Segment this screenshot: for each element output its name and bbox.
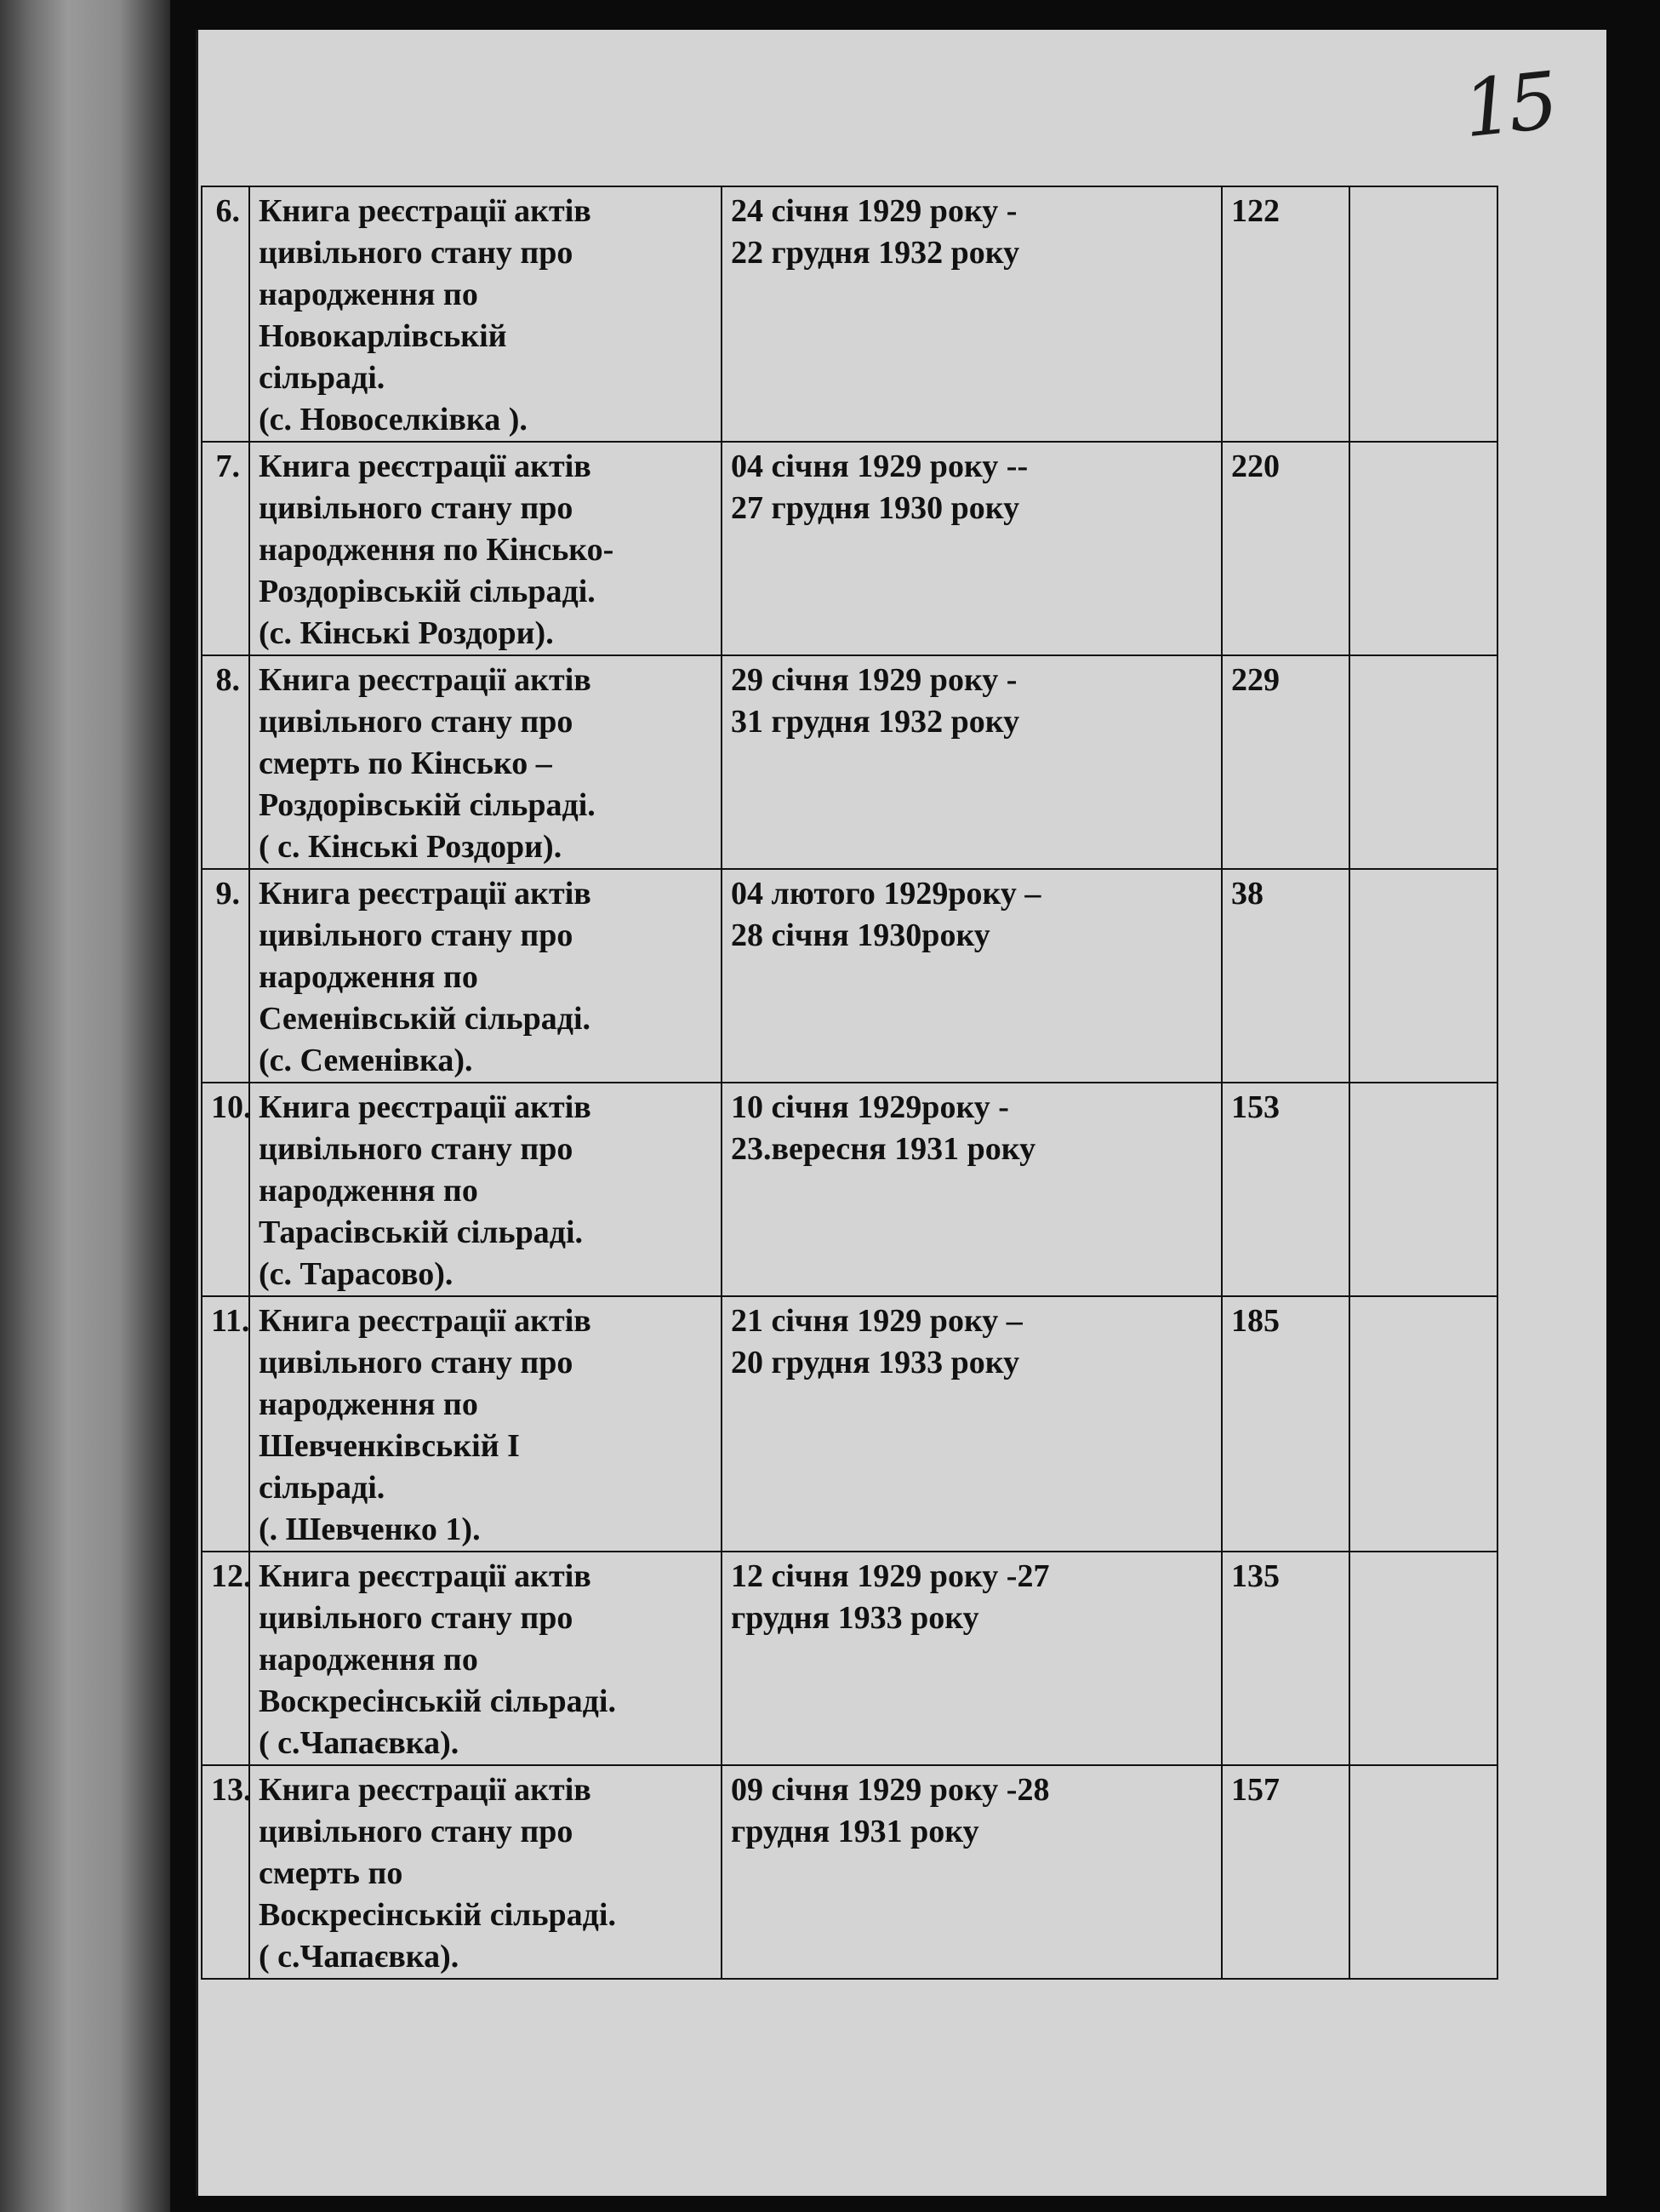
record-title-line: смерть по <box>259 1855 403 1891</box>
sheet-count: 135 <box>1222 1552 1349 1765</box>
record-title-cell <box>249 1083 722 1296</box>
record-title-line: цивільного стану про <box>259 1345 573 1380</box>
notes-cell <box>1349 1296 1497 1552</box>
table-row <box>202 869 1497 1083</box>
row-number: 10. <box>202 1083 249 1296</box>
record-title-line: народження по <box>259 1173 478 1209</box>
record-title-cell <box>249 442 722 655</box>
date-range-line: грудня 1931 року <box>731 1814 979 1849</box>
handwritten-page-number: 15 <box>1458 54 1558 156</box>
record-title-line: Роздорівській сільраді. <box>259 574 596 609</box>
date-range-cell <box>722 1765 1222 1979</box>
record-title-line: Шевченківській I <box>259 1428 520 1464</box>
record-title-line: (с. Новоселківка ). <box>259 402 528 437</box>
record-title-line: ( с. Кінські Роздори). <box>259 829 562 865</box>
record-title-cell <box>249 869 722 1083</box>
date-range-cell <box>722 655 1222 869</box>
register-rows <box>202 186 1497 1979</box>
table-row <box>202 1296 1497 1552</box>
record-title-line: Семенівській сільраді. <box>259 1001 591 1037</box>
table-row <box>202 1552 1497 1765</box>
record-title-line: Книга реєстрації актів <box>259 193 591 229</box>
date-range-line: 31 грудня 1932 року <box>731 704 1020 740</box>
date-range-line: 22 грудня 1932 року <box>731 235 1020 271</box>
date-range-cell <box>722 1296 1222 1552</box>
record-title-line: народження по <box>259 1642 478 1678</box>
date-range-cell <box>722 1083 1222 1296</box>
record-title-line: смерть по Кінсько – <box>259 746 552 781</box>
notes-cell <box>1349 1552 1497 1765</box>
date-range-line: 09 січня 1929 року -28 <box>731 1772 1050 1808</box>
date-range-line: 23.вересня 1931 року <box>731 1131 1036 1167</box>
record-title-line: цивільного стану про <box>259 235 573 271</box>
sheet-count: 122 <box>1222 186 1349 442</box>
record-title-line: народження по <box>259 1386 478 1422</box>
sheet-count: 229 <box>1222 655 1349 869</box>
sheet-count: 220 <box>1222 442 1349 655</box>
record-title-line: Новокарлівській <box>259 318 507 354</box>
record-title-line: (с. Тарасово). <box>259 1256 454 1292</box>
record-title-line: цивільного стану про <box>259 704 573 740</box>
row-number: 6. <box>202 186 249 442</box>
record-title-cell <box>249 1296 722 1552</box>
record-title-line: Воскресінській сільраді. <box>259 1897 616 1933</box>
date-range-line: грудня 1933 року <box>731 1600 979 1636</box>
notes-cell <box>1349 186 1497 442</box>
date-range-line: 29 січня 1929 року - <box>731 662 1018 698</box>
row-number: 11. <box>202 1296 249 1552</box>
table-row <box>202 1083 1497 1296</box>
record-title-line: (с. Кінські Роздори). <box>259 615 554 651</box>
row-number: 12. <box>202 1552 249 1765</box>
record-title-cell <box>249 1552 722 1765</box>
record-title-line: сільраді. <box>259 360 385 396</box>
date-range-cell <box>722 442 1222 655</box>
row-number: 7. <box>202 442 249 655</box>
record-title-line: народження по Кінсько- <box>259 532 614 568</box>
date-range-cell <box>722 869 1222 1083</box>
record-title-line: сільраді. <box>259 1470 385 1506</box>
record-title-line: ( с.Чапаєвка). <box>259 1939 459 1975</box>
record-title-line: народження по <box>259 277 478 312</box>
date-range-line: 21 січня 1929 року – <box>731 1303 1023 1339</box>
record-title-line: народження по <box>259 959 478 995</box>
date-range-line: 04 січня 1929 року -- <box>731 449 1029 484</box>
table-row <box>202 1765 1497 1979</box>
sheet-count: 153 <box>1222 1083 1349 1296</box>
row-number: 8. <box>202 655 249 869</box>
date-range-line: 12 січня 1929 року -27 <box>731 1558 1050 1594</box>
sheet-count: 185 <box>1222 1296 1349 1552</box>
record-title-line: Книга реєстрації актів <box>259 876 591 912</box>
record-title-line: Книга реєстрації актів <box>259 1089 591 1125</box>
row-number: 9. <box>202 869 249 1083</box>
date-range-line: 04 лютого 1929року – <box>731 876 1041 912</box>
notes-cell <box>1349 869 1497 1083</box>
table-row <box>202 655 1497 869</box>
record-title-line: Книга реєстрації актів <box>259 1303 591 1339</box>
date-range-cell <box>722 186 1222 442</box>
record-title-cell <box>249 186 722 442</box>
date-range-line: 24 січня 1929 року - <box>731 193 1018 229</box>
notes-cell <box>1349 1083 1497 1296</box>
date-range-line: 27 грудня 1930 року <box>731 490 1020 526</box>
record-title-line: Книга реєстрації актів <box>259 662 591 698</box>
record-title-line: Книга реєстрації актів <box>259 1558 591 1594</box>
record-title-line: Роздорівській сільраді. <box>259 787 596 823</box>
date-range-line: 10 січня 1929року - <box>731 1089 1009 1125</box>
notes-cell <box>1349 655 1497 869</box>
record-title-line: (. Шевченко 1). <box>259 1512 481 1547</box>
notes-cell <box>1349 442 1497 655</box>
record-title-line: цивільного стану про <box>259 1814 573 1849</box>
record-title-line: цивільного стану про <box>259 1600 573 1636</box>
sheet-count: 157 <box>1222 1765 1349 1979</box>
record-title-line: Тарасівській сільраді. <box>259 1215 584 1250</box>
notes-cell <box>1349 1765 1497 1979</box>
record-title-line: цивільного стану про <box>259 1131 573 1167</box>
record-title-line: ( с.Чапаєвка). <box>259 1725 459 1761</box>
row-number: 13. <box>202 1765 249 1979</box>
record-title-line: цивільного стану про <box>259 490 573 526</box>
table-row <box>202 442 1497 655</box>
date-range-line: 20 грудня 1933 року <box>731 1345 1020 1380</box>
sheet-count: 38 <box>1222 869 1349 1083</box>
archive-register-table <box>201 186 1498 1980</box>
record-title-line: (с. Семенівка). <box>259 1043 473 1078</box>
record-title-line: Воскресінській сільраді. <box>259 1683 616 1719</box>
record-title-cell <box>249 655 722 869</box>
table-row <box>202 186 1497 442</box>
date-range-line: 28 січня 1930року <box>731 917 990 953</box>
record-title-line: цивільного стану про <box>259 917 573 953</box>
adjacent-page-edge <box>0 0 170 2212</box>
record-title-line: Книга реєстрації актів <box>259 449 591 484</box>
record-title-cell <box>249 1765 722 1979</box>
date-range-cell <box>722 1552 1222 1765</box>
record-title-line: Книга реєстрації актів <box>259 1772 591 1808</box>
